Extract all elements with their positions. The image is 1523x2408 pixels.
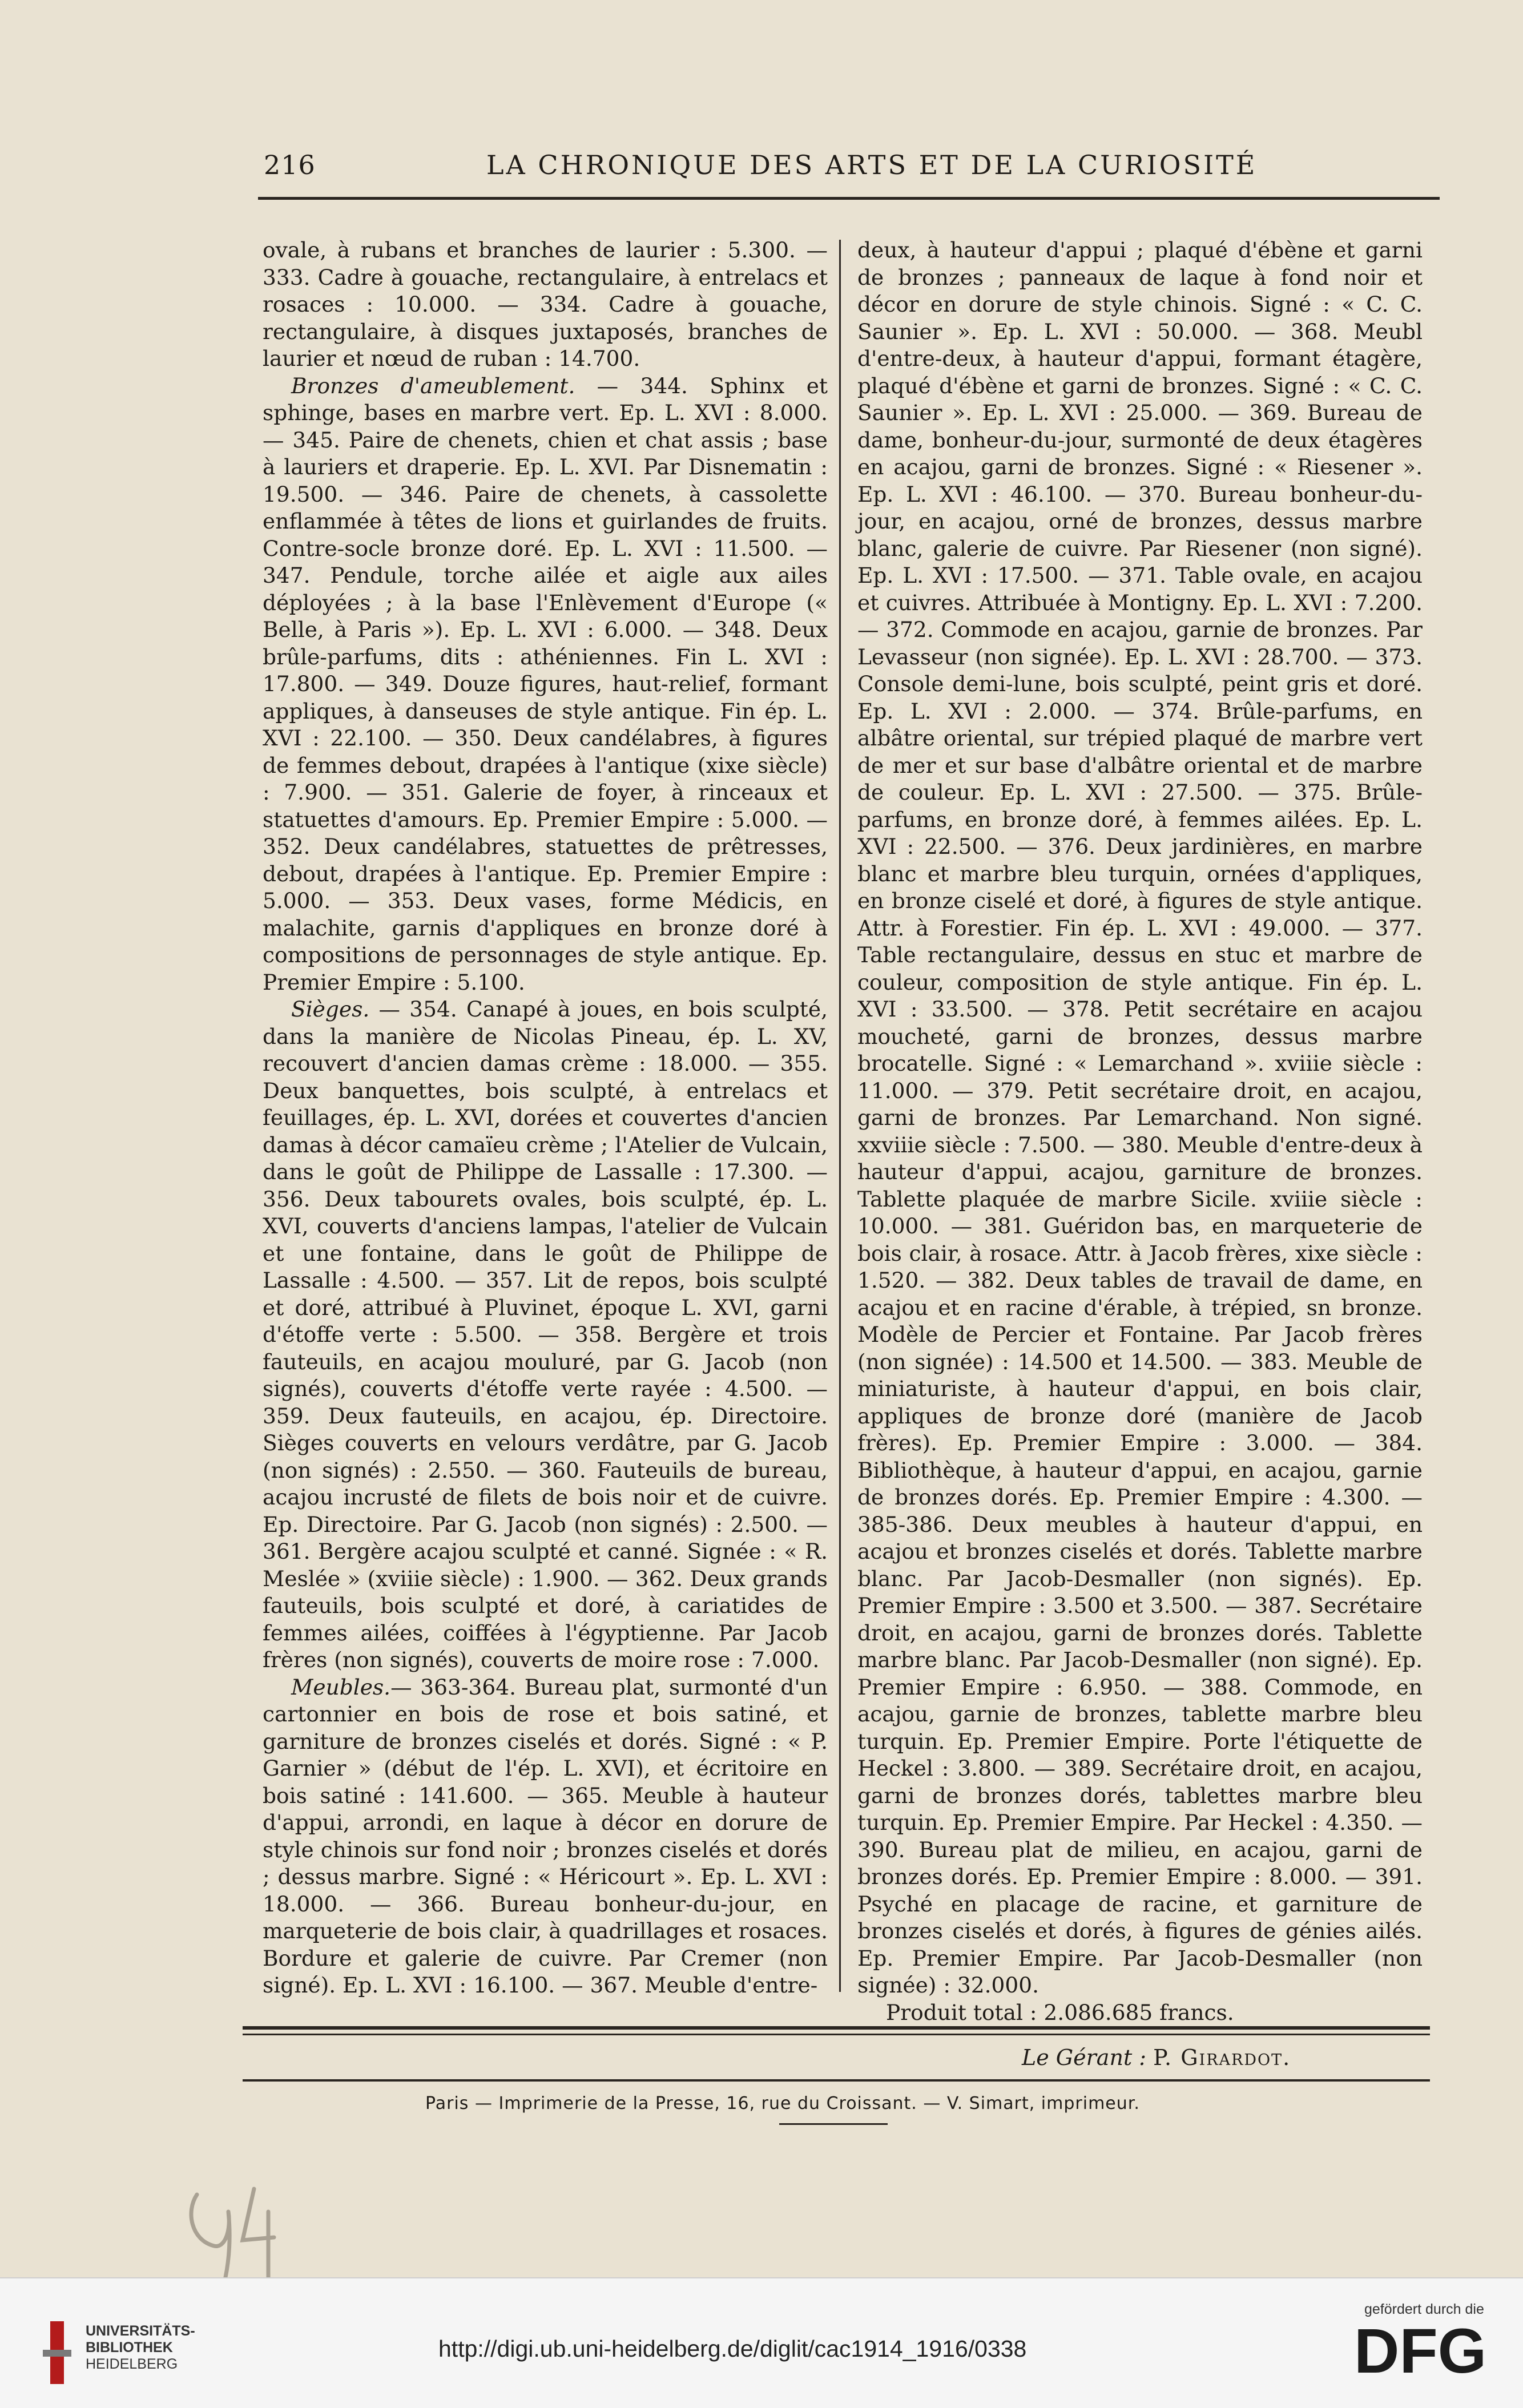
section-text: — 363-364. Bureau plat, surmonté d'un cartonnier en bois de rose et bois satiné, et garniture de bronzes ciselés et dorés. Signé : « P. Garnier » (début de l'ép. L. XVI), et écritoire en bois satiné : 141.600. — 365. Meuble à hauteur d'appui, arrondi, en laque à décor en dorure de style chinois sur fond noir ; bronzes ciselés et dorés ; dessus marbre. Signé : « Héricourt ». Ep. L. XVI : 18.000. — 366. Bureau bonheur-du-jour, en marqueterie de bois clair, à quadrillages et rosaces. Bordure et galerie de cuivre. Par Cremer (non signé). Ep. L. XVI : 16.100. — 367. Meuble d'entre-	[263, 1674, 828, 1998]
library-line: HEIDELBERG	[86, 2356, 178, 2372]
library-line: UNIVERSITÄTS-	[86, 2323, 195, 2339]
section-sieges	[263, 996, 828, 1674]
manager-signature	[1022, 2045, 1291, 2070]
section-text: — 354. Canapé à joues, en bois sculpté, dans la manière de Nicolas Pineau, ép. L. XV, recouvert d'ancien damas crème : 18.000. — 355. Deux banquettes, bois sculpté, à entrelacs et feuillages, ép. L. XVI, dorées et couvertes d'ancien damas à décor camaïeu crème ; l'Atelier de Vulcain, dans le goût de Philippe de Lassalle : 17.300. — 356. Deux tabourets ovales, bois sculpté, ép. L. XVI, couverts d'anciens lampas, l'atelier de Vulcain et une fontaine, dans le goût de Philippe de Lassalle : 4.500. — 357. Lit de repos, bois sculpté et doré, attribué à Pluvinet, époque L. XVI, garni d'étoffe verte : 5.500. — 358. Bergère et trois fauteuils, en acajou mouluré, par G. Jacob (non signés), couverts d'étoffe verte rayée : 4.500. — 359. Deux fauteuils, en acajou, ép. Directoire. Sièges couverts en velours verdâtre, par G. Jacob (non signés) : 2.550. — 360. Fauteuils de bureau, acajou incrusté de filets de bois noir et de cuivre. Ep. Directoire. Par G. Jacob (non signés) : 2.500. — 361. Bergère acajou sculpté et canné. Signée : « R. Meslée » (xviiie siècle) : 1.900. — 362. Deux grands fauteuils, bois sculpté et doré, à cariatides de femmes ailées, coiffées à l'égyptienne. Par Jacob frères (non signés), couverts de moire rose : 7.000.	[263, 997, 828, 1672]
university-seal-icon	[40, 2318, 74, 2387]
dfg-logo-text: DFG	[1354, 2318, 1487, 2381]
double-rule-thin	[243, 2034, 1430, 2035]
left-column	[263, 237, 828, 1999]
section-title: Sièges.	[291, 997, 370, 1022]
short-rule	[779, 2123, 888, 2125]
double-rule-thick	[243, 2026, 1430, 2030]
paragraph-continued: deux, à hauteur d'appui ; plaqué d'ébène et garni de bronzes ; panneaux de laque à fond noir et décor en dorure de style chinois. Signé : « C. C. Saunier ». Ep. L. XVI : 50.000. — 368. Meubl d'entre-deux, à hauteur d'appui, formant étagère, plaqué d'ébène et garni de bronzes. Signé : « C. C. Saunier ». Ep. L. XVI : 25.000. — 369. Bureau de dame, bonheur-du-jour, surmonté de deux étagères en acajou, garni de bronzes. Signé : « Riesener ». Ep. L. XVI : 46.100. — 370. Bureau bonheur-du-jour, en acajou, orné de bronzes, dessus marbre blanc, galerie de cuivre. Par Riesener (non signé). Ep. L. XVI : 17.500. — 371. Table ovale, en acajou et cuivres. Attribuée à Montigny. Ep. L. XVI : 7.200. — 372. Commode en acajou, garnie de bronzes. Par Levasseur (non signée). Ep. L. XVI : 28.700. — 373. Console demi-lune, bois sculpté, peint gris et doré. Ep. L. XVI : 2.000. — 374. Brûle-parfums, en albâtre oriental, sur trépied plaqué de marbre vert de mer et sur base d'albâtre oriental et de marbre de couleur. Ep. L. XVI : 27.500. — 375. Brûle-parfums, en bronze doré, à femmes ailées. Ep. L. XVI : 22.500. — 376. Deux jardinières, en marbre blanc et marbre bleu turquin, ornées d'appliques, en bronze ciselé et doré, à figures de style antique. Attr. à Forestier. Fin ép. L. XVI : 49.000. — 377. Table rectangulaire, dessus en stuc et marbre de couleur, composition de style antique. Fin ép. L. XVI : 33.500. — 378. Petit secrétaire en acajou moucheté, garni de bronzes, dessus marbre brocatelle. Signé : « Lemarchand ». xviiie siècle : 11.000. — 379. Petit secrétaire droit, en acajou, garni de bronzes. Par Lemarchand. Non signé. xxviiie siècle : 7.500. — 380. Meuble d'entre-deux à hauteur d'appui, acajou, garniture de bronzes. Tablette plaquée de marbre Sicile. xviiie siècle : 10.000. — 381. Guéridon bas, en marqueterie de bois clair, à rosace. Attr. à Jacob frères, xixe siècle : 1.520. — 382. Deux tables de travail de dame, en acajou et en racine d'érable, à trépied, sn bronze. Modèle de Percier et Fontaine. Par Jacob frères (non signée) : 14.500 et 14.500. — 383. Meuble de miniaturiste, à hauteur d'appui, en bois clair, appliques de bronze doré (manière de Jacob frères). Ep. Premier Empire : 3.000. — 384. Bibliothèque, à hauteur d'appui, en acajou, garnie de bronzes dorés. Ep. Premier Empire : 4.300. — 385-386. Deux meubles à hauteur d'appui, en acajou et bronzes ciselés et dorés. Tablette marbre blanc. Par Jacob-Desmaller (non signés). Ep. Premier Empire : 3.500 et 3.500. — 387. Secrétaire droit, en acajou, garni de bronzes dorés. Tablette marbre blanc. Par Jacob-Desmaller (non signé). Ep. Premier Empire : 6.950. — 388. Commode, en acajou, garnie de bronzes, tablette marbre bleu turquin. Ep. Premier Empire. Porte l'étiquette de Heckel : 3.800. — 389. Secrétaire droit, en acajou, garni de bronzes dorés, tablettes marbre bleu turquin. Ep. Premier Empire. Par Heckel : 4.350. — 390. Bureau plat de milieu, en acajou, garni de bronzes dorés. Ep. Premier Empire : 8.000. — 391. Psyché en placage de racine, et garniture de bronzes ciselés et dorés, à figures de génies ailés. Ep. Premier Empire. Par Jacob-Desmaller (non signée) : 32.000.	[857, 237, 1423, 1998]
library-line: BIBLIOTHEK	[86, 2340, 173, 2355]
permalink-url[interactable]: http://digi.ub.uni-heidelberg.de/diglit/cac1914_1916/0338	[438, 2336, 1027, 2362]
section-text: — 344. Sphinx et sphinge, bases en marbre vert. Ep. L. XVI : 8.000. — 345. Paire de chenets, chien et chat assis ; base à lauriers et draperie. Ep. L. XVI. Par Disnematin : 19.500. — 346. Paire de chenets, à cassolette enflammée à têtes de lions et guirlandes de fruits. Contre-socle bronze doré. Ep. L. XVI : 11.500. — 347. Pendule, torche ailée et aigle aux ailes déployées ; à la base l'Enlèvement d'Europe (« Belle, à Paris »). Ep. L. XVI : 6.000. — 348. Deux brûle-parfums, dits : athéniennes. Fin L. XVI : 17.800. — 349. Douze figures, haut-relief, formant appliques, à danseuses de style antique. Fin ép. L. XVI : 22.100. — 350. Deux candélabres, à figures de femmes debout, drapées à l'antique (xixe siècle) : 7.900. — 351. Galerie de foyer, à rinceaux et statuettes d'amours. Ep. Premier Empire : 5.000. — 352. Deux candélabres, statuettes de prêtresses, debout, drapées à l'antique. Ep. Premier Empire : 5.000. — 353. Deux vases, forme Médicis, en malachite, garnis d'appliques en bronze doré à compositions de personnages de style antique. Ep. Premier Empire : 5.100.	[263, 373, 828, 995]
dfg-logo-icon	[1354, 2318, 1508, 2381]
total-line: Produit total : 2.086.685 francs.	[886, 1999, 1234, 2025]
imprint-rule	[243, 2079, 1430, 2082]
section-title: Meubles.	[291, 1674, 391, 1700]
page-header	[258, 150, 1325, 189]
library-name	[86, 2323, 195, 2373]
section-meubles	[263, 1674, 828, 1999]
right-column	[857, 237, 1423, 2026]
header-rule	[258, 197, 1440, 200]
section-bronzes	[263, 373, 828, 997]
manager-label: Le Gérant :	[1022, 2045, 1154, 2070]
page-number: 216	[264, 150, 316, 180]
funded-by-text: gefördert durch die	[1364, 2301, 1484, 2317]
digitization-footer	[0, 2277, 1523, 2408]
paragraph-continued: ovale, à rubans et branches de laurier : 5.300. — 333. Cadre à gouache, rectangulaire, à entrelacs et rosaces : 10.000. — 334. Cadre à gouache, rectangulaire, à disques juxtaposés, branches de laurier et nœud de ruban : 14.700.	[263, 237, 828, 371]
printer-imprint: Paris — Imprimerie de la Presse, 16, rue du Croissant. — V. Simart, imprimeur.	[425, 2094, 1140, 2113]
column-divider	[839, 240, 841, 1992]
manager-name: P. Girardot.	[1153, 2045, 1291, 2070]
running-title: LA CHRONIQUE DES ARTS ET DE LA CURIOSITÉ	[486, 150, 1258, 180]
section-title: Bronzes d'ameublement.	[291, 373, 575, 398]
pencil-mark-icon	[174, 2177, 300, 2286]
